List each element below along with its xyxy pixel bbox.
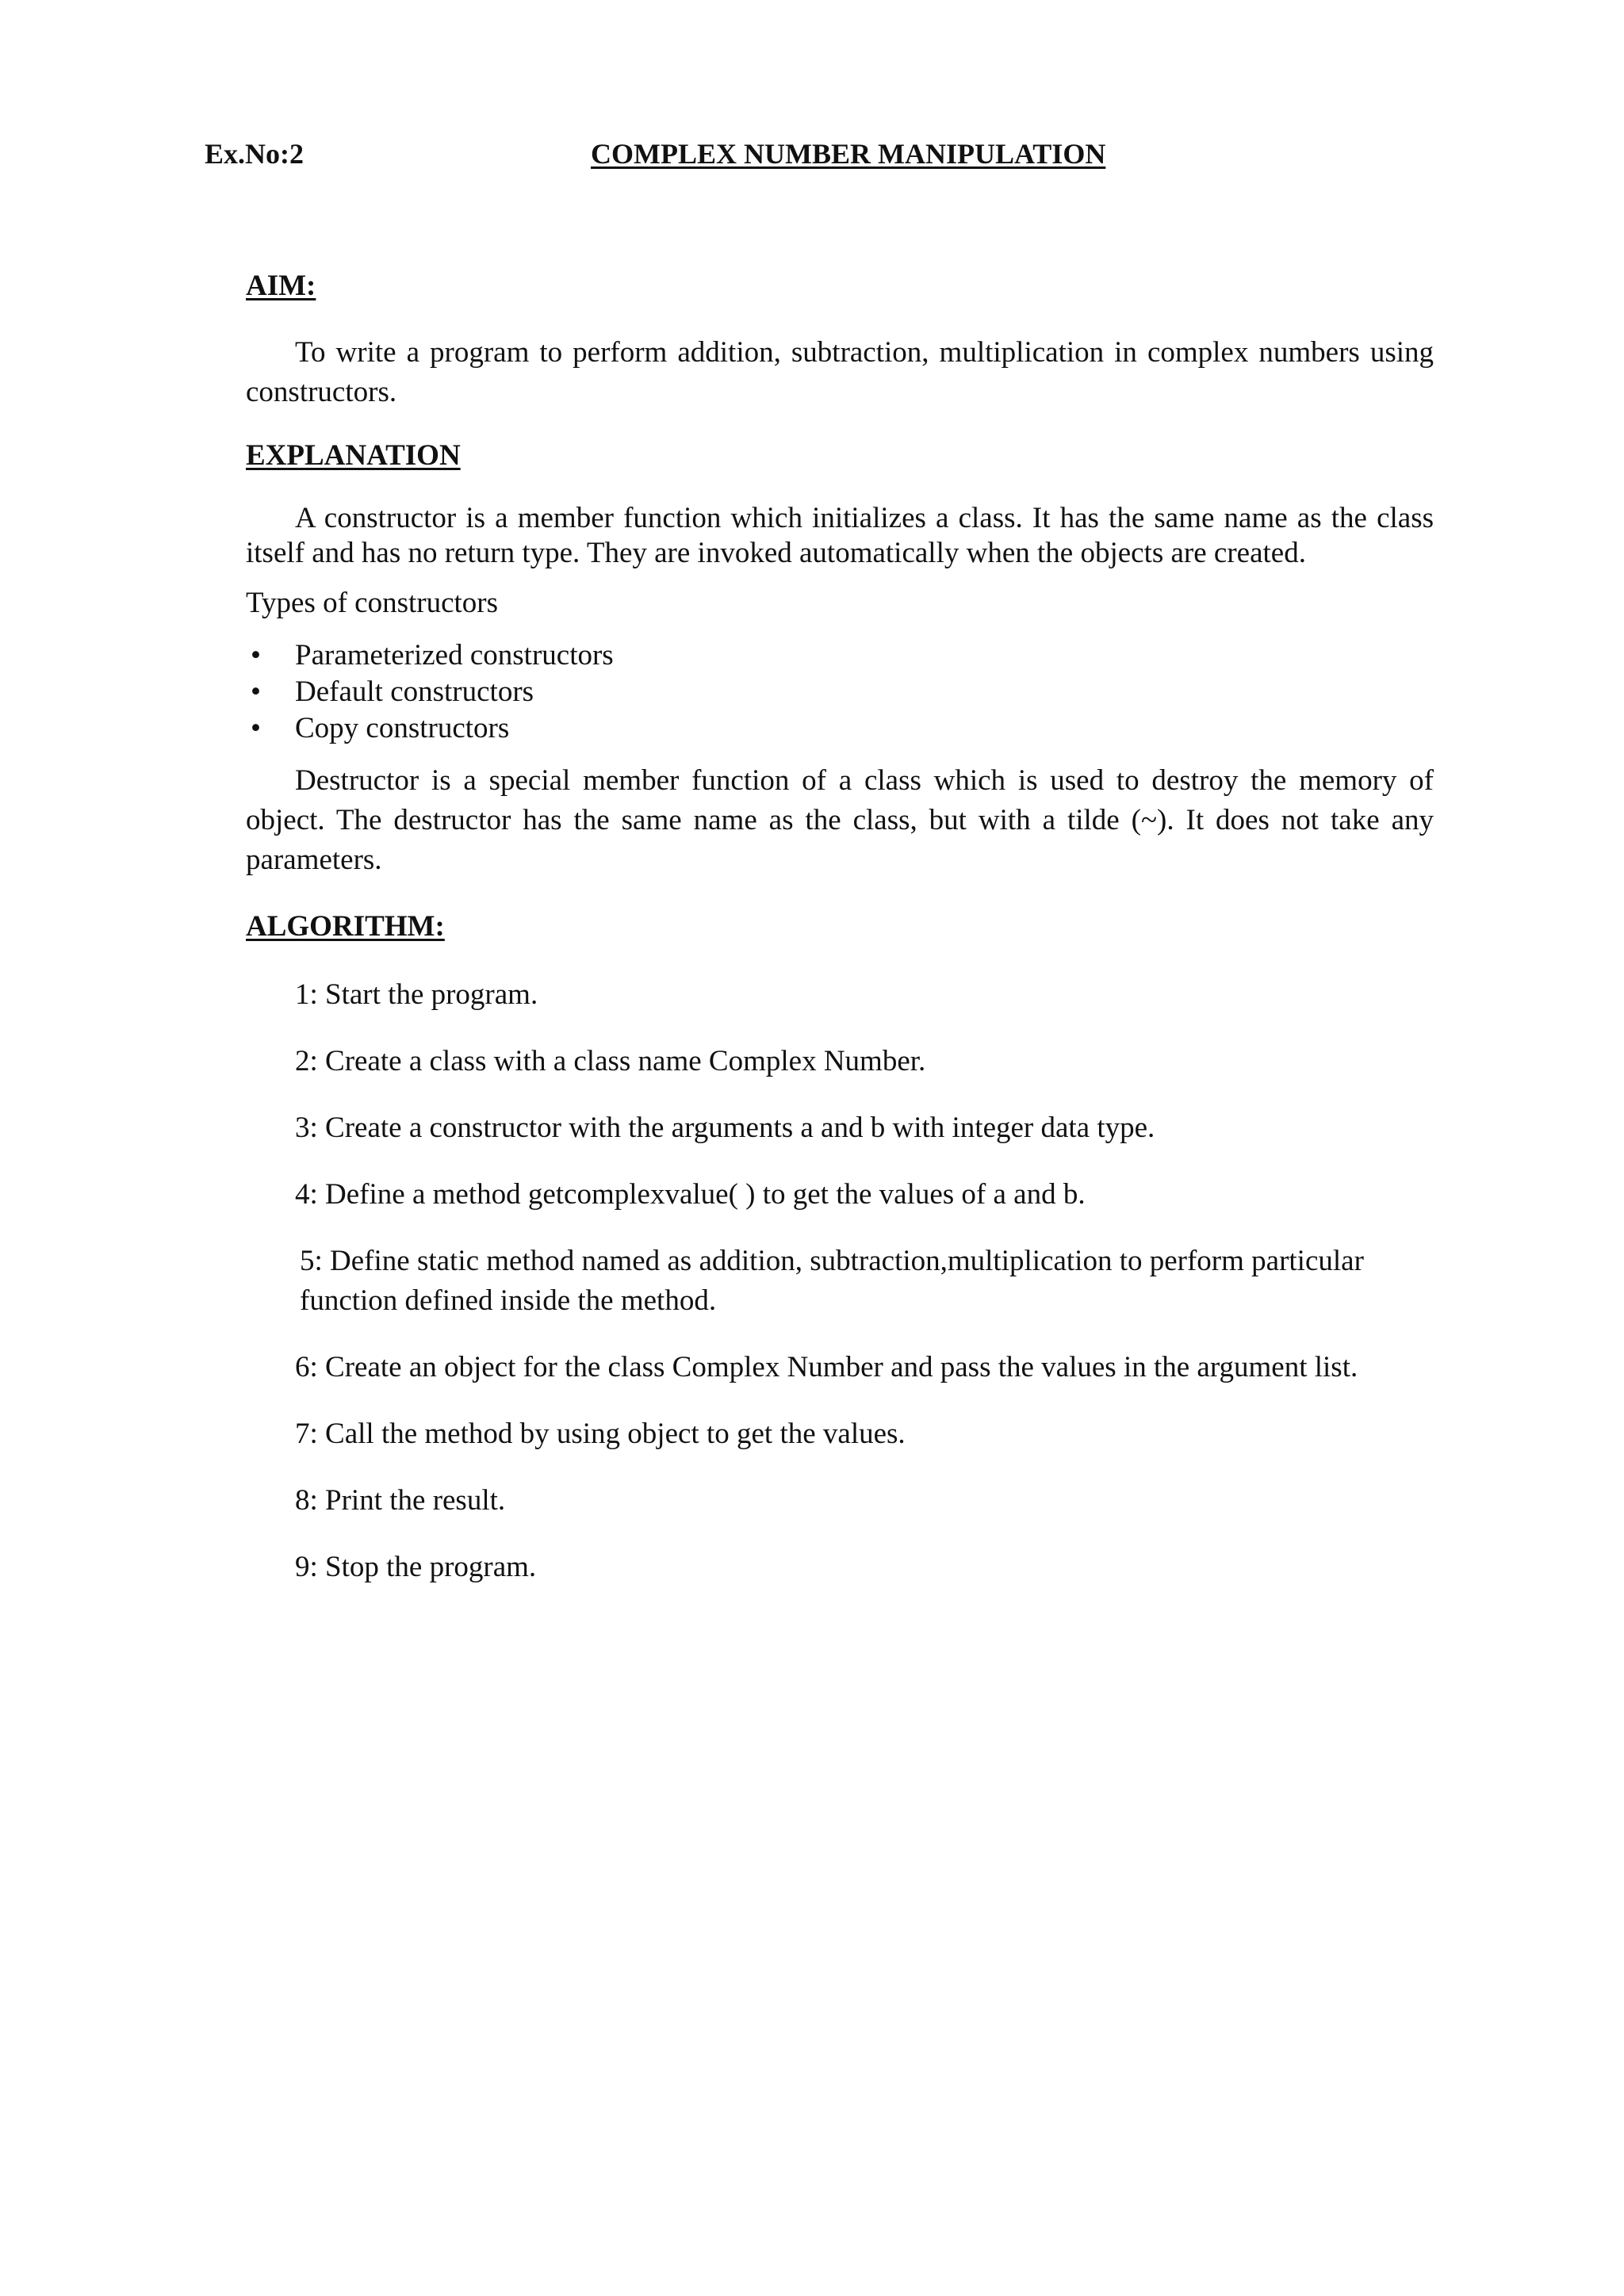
- algorithm-step: 3: Create a constructor with the arguments a and b with integer data type.: [295, 1112, 1155, 1144]
- exercise-number: Ex.No:2: [205, 138, 304, 170]
- explanation-paragraph-constructor: A constructor is a member function which initializes a class. It has the same name as the class itself and has no return type. They are invoked automatically when the objects are created.: [246, 502, 1434, 569]
- algorithm-step: 7: Call the method by using object to get the values.: [295, 1418, 906, 1450]
- document-title: COMPLEX NUMBER MANIPULATION: [591, 138, 1106, 170]
- document-body: [246, 268, 1434, 1587]
- algorithm-step: 6: Create an object for the class Complex Number and pass the values in the argument list.: [295, 1351, 1358, 1383]
- list-item: [246, 710, 1434, 747]
- explanation-heading: EXPLANATION: [246, 439, 461, 472]
- algorithm-heading: ALGORITHM:: [246, 910, 445, 943]
- list-item-text: Copy constructors: [295, 712, 510, 744]
- types-of-constructors-label: Types of constructors: [246, 587, 499, 619]
- list-item-text: Parameterized constructors: [295, 639, 614, 672]
- algorithm-steps: [246, 975, 1434, 1587]
- aim-section: [246, 268, 1434, 412]
- constructor-types-list: [246, 637, 1434, 747]
- algorithm-step: 2: Create a class with a class name Complex Number.: [295, 1045, 926, 1077]
- list-item-text: Default constructors: [295, 675, 534, 708]
- list-item: [246, 674, 1434, 710]
- bullet-icon: •: [251, 712, 261, 744]
- explanation-paragraph-destructor: Destructor is a special member function of a class which is used to destroy the memory of object. The destructor has the same name as the class, but with a tilde (~). It does not take any parameters.: [246, 764, 1434, 876]
- bullet-icon: •: [251, 675, 261, 708]
- bullet-icon: •: [251, 639, 261, 672]
- algorithm-step: 9: Stop the program.: [295, 1551, 537, 1583]
- list-item: [246, 637, 1434, 674]
- algorithm-step: 1: Start the program.: [295, 978, 538, 1011]
- aim-text: To write a program to perform addition, subtraction, multiplication in complex numbers using constructors.: [246, 336, 1434, 408]
- explanation-section: [246, 438, 1434, 880]
- algorithm-step: 5: Define static method named as addition, subtraction,multiplication to perform particular function defined inside the method.: [300, 1245, 1364, 1317]
- algorithm-step: 8: Print the result.: [295, 1484, 506, 1517]
- aim-heading: AIM:: [246, 270, 316, 302]
- algorithm-section: [246, 909, 1434, 1587]
- algorithm-step: 4: Define a method getcomplexvalue( ) to get the values of a and b.: [295, 1178, 1086, 1211]
